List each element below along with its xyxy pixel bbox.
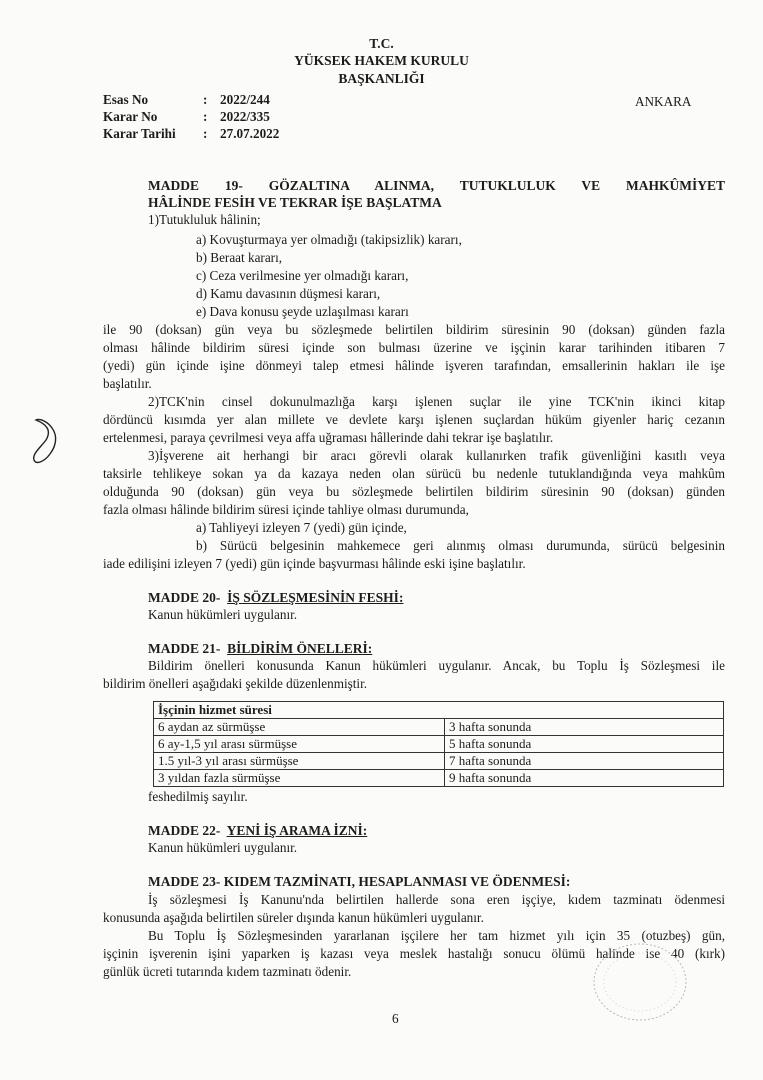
table-cell-notice: 9 hafta sonunda <box>445 770 724 787</box>
meta-value: 2022/244 <box>220 92 270 107</box>
madde19-heading-line2: HÂLİNDE FESİH VE TEKRAR İŞE BAŞLATMA <box>148 195 442 210</box>
official-stamp-seal <box>590 940 690 1025</box>
table-row <box>154 736 724 753</box>
madde19-p3-b-line: iade edilişini izleyen 7 (yedi) gün içinde başvurması hâlinde eski işine başlatılır. <box>103 556 526 571</box>
city: ANKARA <box>635 94 692 109</box>
madde22-title: YENİ İŞ ARAMA İZNİ: <box>226 823 368 838</box>
meta-label: Karar No <box>103 109 158 124</box>
table-cell-period: 6 ay-1,5 yıl arası sürmüşse <box>154 736 445 753</box>
madde23-heading: MADDE 23- KIDEM TAZMİNATI, HESAPLANMASI VE ÖDENMESİ: <box>148 874 571 889</box>
madde19-item: d) Kamu davasının düşmesi kararı, <box>196 286 381 301</box>
madde19-p3-b-line: b) Sürücü belgesinin mahkemece geri alınmış olması durumunda, sürücü belgesinin <box>196 538 725 553</box>
handwritten-initial-mark <box>28 416 62 466</box>
madde23-p1-line: İş sözleşmesi İş Kanunu'nda belirtilen hallerde sona eren işçiye, kıdem tazminatı ödenmesi <box>148 892 725 907</box>
madde19-p3-line: fazla olması hâlinde bildirim süresi içinde tahliye olması durumunda, <box>103 502 469 517</box>
header-tc: T.C. <box>369 36 394 51</box>
madde21-after-table: feshedilmiş sayılır. <box>148 789 248 804</box>
madde22-body: Kanun hükümleri uygulanır. <box>148 840 298 855</box>
madde21-heading <box>148 640 372 657</box>
header-institution: YÜKSEK HAKEM KURULU <box>294 53 469 68</box>
madde23-p2-line: Bu Toplu İş Sözleşmesinden yararlanan işçilere her tam hizmet yılı için 35 (otuzbeş) gün, <box>148 928 725 943</box>
madde23-p2-line: günlük ücreti tutarında kıdem tazminatı ödenir. <box>103 964 352 979</box>
meta-label: Karar Tarihi <box>103 126 176 141</box>
madde21-body-line: bildirim önelleri aşağıdaki şekilde düzenlenmiştir. <box>103 676 368 691</box>
madde21-body-line: Bildirim önelleri konusunda Kanun hükümleri uygulanır. Ancak, bu Toplu İş Sözleşmesi ile <box>148 658 725 673</box>
madde19-heading-line1: MADDE 19- GÖZALTINA ALINMA, TUTUKLULUK VE MAHKÛMİYET <box>148 178 725 193</box>
madde19-p3-line: taksirle tehlikeye sokan ya da kazaya neden olan sürücü bu nedenle tutuklandığında veya mahkûm <box>103 466 725 481</box>
madde19-p1-line: olması hâlinde bildirim süresi içinde son bulması üzerine ve işçinin karar tarihinden itibaren 7 <box>103 340 725 355</box>
table-cell-period: 1.5 yıl-3 yıl arası sürmüşse <box>154 753 445 770</box>
madde19-p3-a: a) Tahliyeyi izleyen 7 (yedi) gün içinde, <box>196 520 407 535</box>
madde22-heading <box>148 822 367 839</box>
table-cell-period: 3 yıldan fazla sürmüşse <box>154 770 445 787</box>
madde19-p1-intro: 1)Tutukluluk hâlinin; <box>148 212 261 227</box>
madde23-p2-line: işçinin işverenin işini yaparken iş kazası veya meslek hastalığı sonucu ölümü halinde ise 40 (kırk) <box>103 946 725 961</box>
page-number: 6 <box>392 1011 399 1026</box>
notice-period-table <box>153 701 724 787</box>
table-cell-notice: 5 hafta sonunda <box>445 736 724 753</box>
madde19-p1-line: (yedi) gün içinde işine dönmeyi talep etmesi hâlinde işveren tarafından, emsallerinin hakları ile işe <box>103 358 725 373</box>
meta-separator: : <box>203 92 208 107</box>
madde23-p1-line: konusunda aşağıda belirtilen süreler dışında kanun hükümleri uygulanır. <box>103 910 484 925</box>
madde20-heading <box>148 589 403 606</box>
madde19-item: e) Dava konusu şeyde uzlaşılması kararı <box>196 304 409 319</box>
madde19-item: c) Ceza verilmesine yer olmadığı kararı, <box>196 268 409 283</box>
madde19-p2-line: 2)TCK'nin cinsel dokunulmazlığa karşı işlenen suçlar ile yine TCK'nin ikinci kitap <box>148 394 725 409</box>
table-row <box>154 719 724 736</box>
table-header-cell: İşçinin hizmet süresi <box>154 702 724 719</box>
madde20-title: İŞ SÖZLEŞMESİNİN FESHİ: <box>227 590 404 605</box>
madde19-item: b) Beraat kararı, <box>196 250 283 265</box>
madde19-p1-line: başlatılır. <box>103 376 152 391</box>
meta-label: Esas No <box>103 92 149 107</box>
madde19-item: a) Kovuşturmaya yer olmadığı (takipsizlik) kararı, <box>196 232 462 247</box>
madde20-number: MADDE 20- <box>148 590 221 605</box>
table-cell-notice: 7 hafta sonunda <box>445 753 724 770</box>
table-header-row <box>154 702 724 719</box>
table-cell-notice: 3 hafta sonunda <box>445 719 724 736</box>
madde19-p2-line: dördüncü kısımda yer alan millete ve devlete karşı işlenen suçlardan hüküm giyenler hariç cezanın <box>103 412 725 427</box>
header-presidency: BAŞKANLIĞI <box>338 71 425 86</box>
meta-value: 27.07.2022 <box>220 126 280 141</box>
madde19-p2-line: ertelenmesi, paraya çevrilmesi veya affa uğraması hâllerinde dahi tekrar işe başlatılır. <box>103 430 554 445</box>
madde19-p3-line: olduğunda 90 (doksan) gün veya bu sözleşmede belirtilen bildirim süresinin 90 (doksan) günden <box>103 484 725 499</box>
table-cell-period: 6 aydan az sürmüşse <box>154 719 445 736</box>
madde19-p1-line: ile 90 (doksan) gün veya bu sözleşmede belirtilen bildirim süresinin 90 (doksan) günden fazla <box>103 322 725 337</box>
table-row <box>154 753 724 770</box>
madde21-title: BİLDİRİM ÖNELLERİ: <box>227 641 373 656</box>
madde19-p3-line: 3)İşverene ait herhangi bir aracı görevli olarak kullanırken trafik güvenliğini kasıtlı veya <box>148 448 725 463</box>
table-row <box>154 770 724 787</box>
meta-separator: : <box>203 109 208 124</box>
madde20-body: Kanun hükümleri uygulanır. <box>148 607 298 622</box>
madde22-number: MADDE 22- <box>148 823 221 838</box>
meta-separator: : <box>203 126 208 141</box>
madde21-number: MADDE 21- <box>148 641 221 656</box>
meta-value: 2022/335 <box>220 109 270 124</box>
